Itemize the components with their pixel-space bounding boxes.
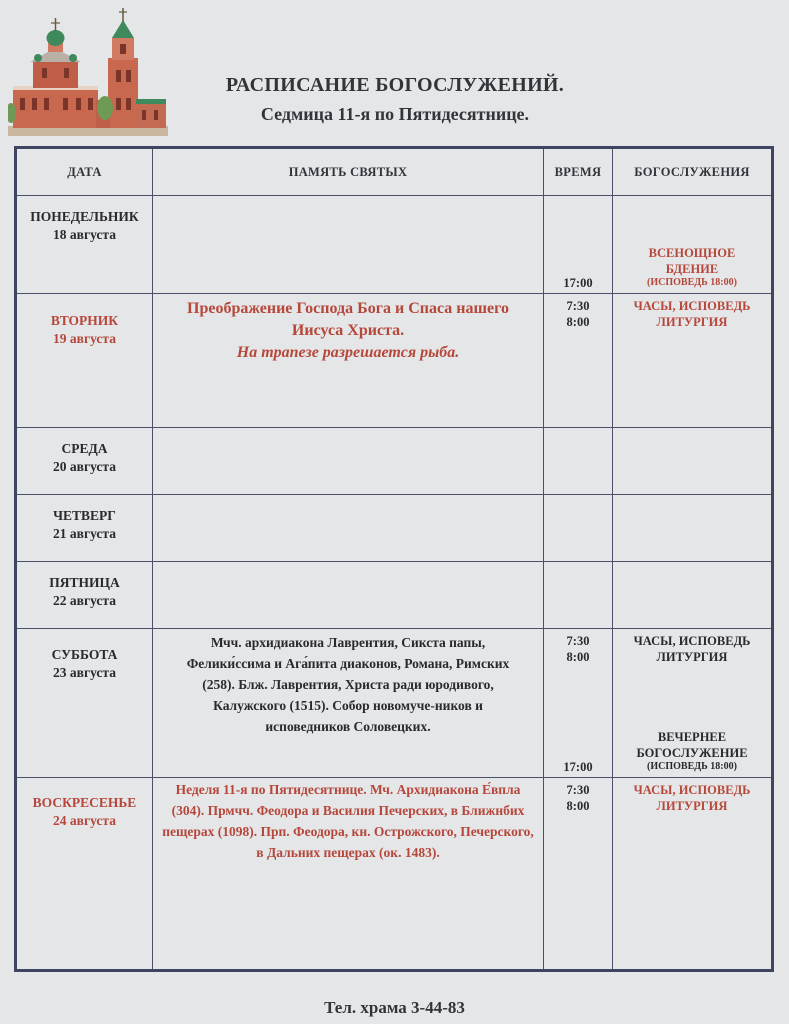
time-cell <box>544 562 613 629</box>
service-cell <box>613 778 773 971</box>
page-subtitle: Седмица 11-я по Пятидесятнице. <box>260 104 530 124</box>
date-cell <box>16 495 153 562</box>
table-row <box>16 629 773 778</box>
date-label: 24 августа <box>53 813 116 828</box>
date-cell <box>16 778 153 971</box>
service-morning: ЧАСЫ, ИСПОВЕДЬ ЛИТУРГИЯ <box>633 634 751 664</box>
memory-cell <box>153 196 544 294</box>
table-row <box>16 196 773 294</box>
time-cell <box>544 778 613 971</box>
memory-cell <box>153 294 544 428</box>
table-row <box>16 562 773 629</box>
date-label: 23 августа <box>53 665 116 680</box>
column-header-service: БОГОСЛУЖЕНИЯ <box>613 148 773 196</box>
temple-phone: Тел. храма 3-44-83 <box>324 998 465 1017</box>
time-morning: 7:30 8:00 <box>566 634 590 664</box>
date-cell <box>16 562 153 629</box>
time-evening: 17:00 <box>563 760 593 774</box>
column-header-time: ВРЕМЯ <box>544 148 613 196</box>
time-cell <box>544 495 613 562</box>
page-title: РАСПИСАНИЕ БОГОСЛУЖЕНИЙ. <box>225 74 565 96</box>
weekday-label: СРЕДА <box>61 441 108 456</box>
memory-cell <box>153 778 544 971</box>
schedule-table <box>14 146 774 972</box>
service-cell <box>613 562 773 629</box>
date-cell <box>16 196 153 294</box>
table-row <box>16 495 773 562</box>
service-cell <box>613 196 773 294</box>
service-evening-note: (ИСПОВЕДЬ 18:00) <box>647 277 737 288</box>
weekday-label: ПЯТНИЦА <box>49 575 120 590</box>
weekday-label: ЧЕТВЕРГ <box>53 508 116 523</box>
service-evening-note: (ИСПОВЕДЬ 18:00) <box>647 761 737 772</box>
time-cell <box>544 629 613 778</box>
service-cell <box>613 294 773 428</box>
date-label: 20 августа <box>53 459 116 474</box>
weekday-label: ПОНЕДЕЛЬНИК <box>30 209 139 224</box>
table-row <box>16 428 773 495</box>
service-cell <box>613 428 773 495</box>
date-label: 19 августа <box>53 331 116 346</box>
table-row <box>16 294 773 428</box>
date-cell <box>16 294 153 428</box>
service-morning: ЧАСЫ, ИСПОВЕДЬ ЛИТУРГИЯ <box>633 783 751 813</box>
church-illustration-icon <box>8 8 168 143</box>
weekday-label: СУББОТА <box>51 647 118 662</box>
feast-title: Преображение Господа Бога и Спаса нашего Иисуса Христа. <box>187 300 509 339</box>
header-row <box>16 148 773 196</box>
memory-cell <box>153 428 544 495</box>
weekday-label: ВТОРНИК <box>50 313 119 328</box>
memory-cell <box>153 495 544 562</box>
saints-memory: Неделя 11-я по Пятидесятнице. Мч. Архидиакона Е́впла (304). Прмчч. Феодора и Василия Печерских, в Ближнбих пещерах (1098). Прп. Феодора, кн. Острожского, Печерского, в Дальних пещерах (ок. 1483). <box>162 782 534 860</box>
time-cell <box>544 294 613 428</box>
service-evening: ВЕЧЕРНЕЕ БОГОСЛУЖЕНИЕ <box>636 730 748 760</box>
date-label: 18 августа <box>53 227 116 242</box>
feast-note: На трапезе разрешается рыба. <box>236 344 460 361</box>
service-morning: ЧАСЫ, ИСПОВЕДЬ ЛИТУРГИЯ <box>633 299 751 329</box>
service-cell <box>613 495 773 562</box>
saints-memory: Мчч. архидиакона Лаврентия, Сикста папы, Фелики́ссима и Ага́пита диаконов, Романа, Римских (258). Блж. Лаврентия, Христа ради юродивого, Калужского (1515). Собор новомуче-ников и исповедников Соловецких. <box>186 635 510 734</box>
table-row <box>16 778 773 971</box>
column-header-date: ДАТА <box>16 148 153 196</box>
time-morning: 7:30 8:00 <box>566 783 590 813</box>
service-cell <box>613 629 773 778</box>
date-cell <box>16 629 153 778</box>
memory-cell <box>153 562 544 629</box>
service-evening: ВСЕНОЩНОЕ БДЕНИЕ <box>648 246 736 276</box>
time-morning: 7:30 8:00 <box>566 299 590 329</box>
date-cell <box>16 428 153 495</box>
memory-cell <box>153 629 544 778</box>
weekday-label: ВОСКРЕСЕНЬЕ <box>32 795 137 810</box>
time-cell <box>544 196 613 294</box>
time-evening: 17:00 <box>563 276 593 290</box>
date-label: 22 августа <box>53 593 116 608</box>
time-cell <box>544 428 613 495</box>
date-label: 21 августа <box>53 526 116 541</box>
column-header-memory: ПАМЯТЬ СВЯТЫХ <box>153 148 544 196</box>
